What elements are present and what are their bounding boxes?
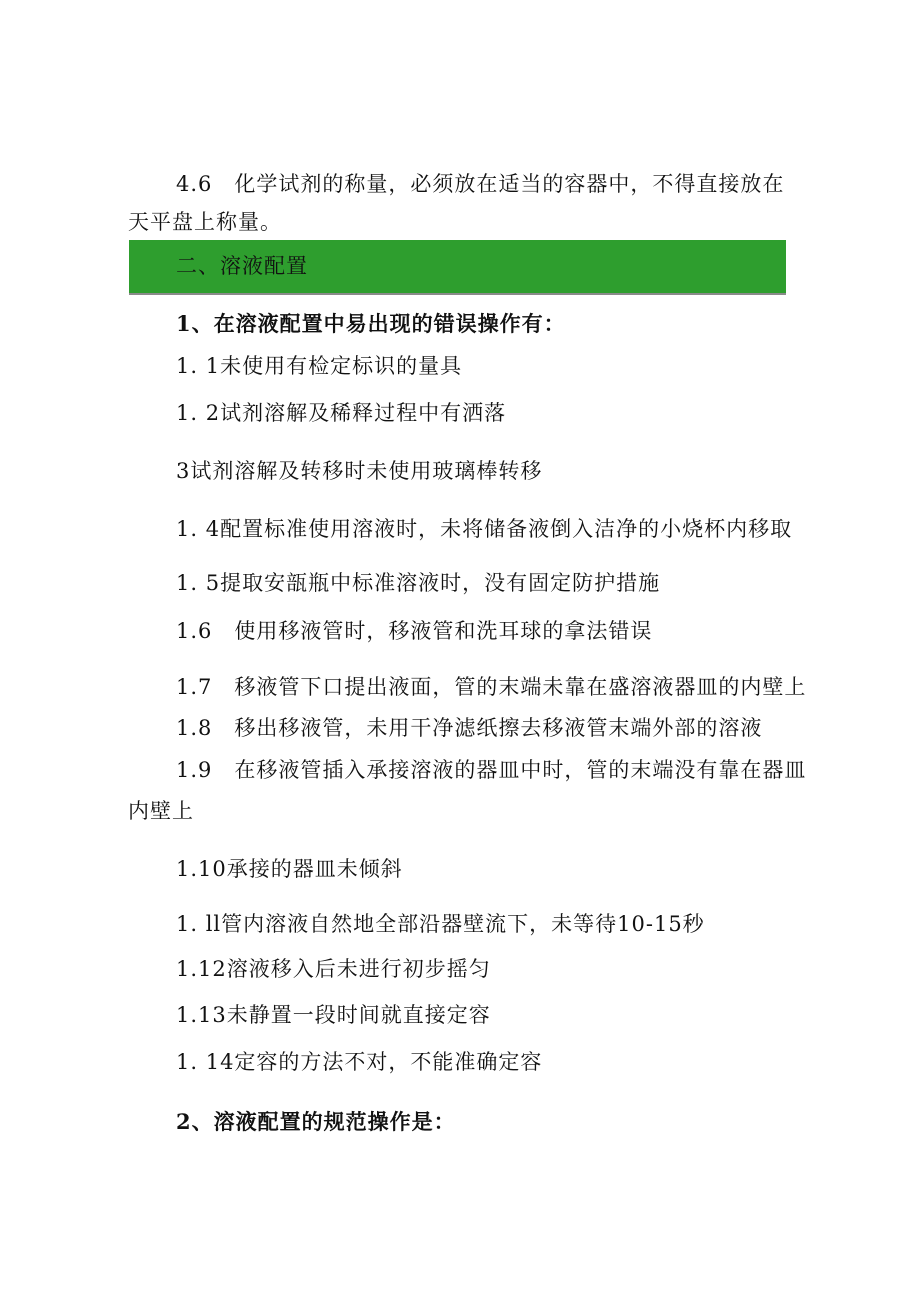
list-item: 1.12溶液移入后未进行初步摇匀 — [176, 957, 491, 981]
list-item: 1.13未静置一段时间就直接定容 — [176, 1003, 491, 1027]
list-item: 1.6 使用移液管时，移液管和洗耳球的拿法错误 — [176, 619, 653, 643]
section-title: 二、溶液配置 — [176, 254, 308, 278]
section-banner — [129, 240, 786, 295]
list-item: 1.10承接的器皿未倾斜 — [176, 857, 403, 881]
list-item: 1.9 在移液管插入承接溶液的器皿中时，管的末端没有靠在器皿 — [176, 758, 807, 782]
list-item: 1. 5提取安瓿瓶中标准溶液时，没有固定防护措施 — [176, 571, 661, 595]
list-item: 1.8 移出移液管，未用干净滤纸擦去移液管末端外部的溶液 — [176, 716, 763, 740]
list-item: 1. 14定容的方法不对，不能准确定容 — [176, 1050, 543, 1074]
paragraph-4-6-line-1: 4.6 化学试剂的称量，必须放在适当的容器中，不得直接放在 — [176, 172, 785, 196]
list-item: 1. ll管内溶液自然地全部沿器壁流下，未等待10-15秒 — [176, 912, 705, 936]
subheading-errors: 1、在溶液配置中易出现的错误操作有： — [176, 311, 566, 336]
list-item: 1. 1未使用有检定标识的量具 — [176, 354, 463, 378]
list-item: 1. 2试剂溶解及稀释过程中有洒落 — [176, 401, 507, 425]
paragraph-4-6-line-2: 天平盘上称量。 — [128, 210, 282, 234]
subheading-standard-operations: 2、溶液配置的规范操作是： — [176, 1109, 456, 1134]
list-item: 1. 4配置标准使用溶液时，未将储备液倒入洁净的小烧杯内移取 — [176, 517, 793, 541]
list-item: 1.7 移液管下口提出液面，管的末端未靠在盛溶液器皿的内壁上 — [176, 675, 807, 699]
list-item-continuation: 内壁上 — [128, 799, 194, 823]
list-item: 3试剂溶解及转移时未使用玻璃棒转移 — [176, 459, 543, 483]
